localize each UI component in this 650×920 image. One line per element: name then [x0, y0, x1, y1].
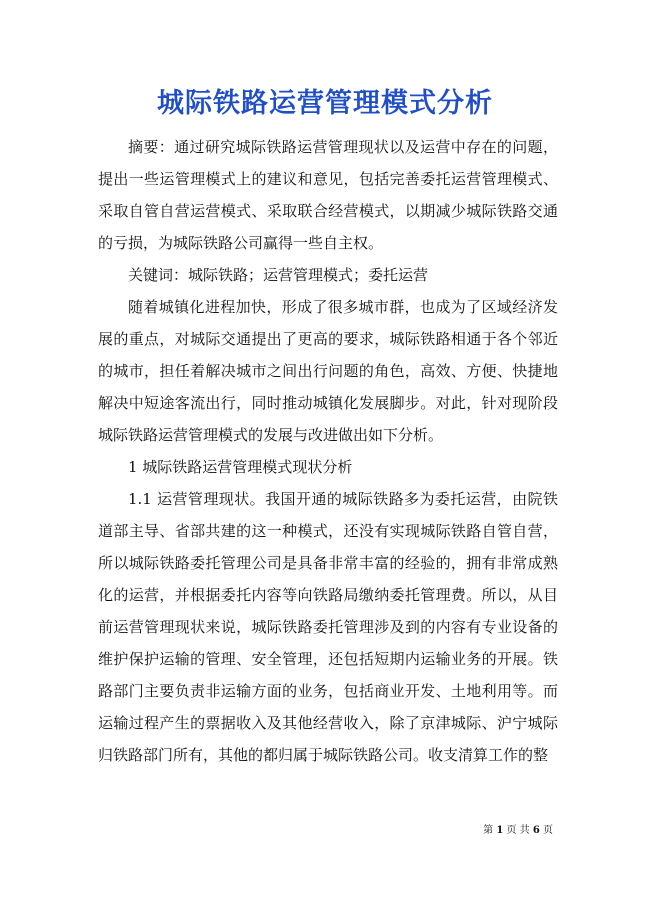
footer-total-pages: 6: [532, 825, 540, 836]
section-heading: 1 城际铁路运营管理模式现状分析: [128, 458, 353, 476]
section-1-1-paragraph: 1.1 运营管理现状。我国开通的城际铁路多为委托运营，由院铁道部主导、省部共建的这一种模式，还没有实现城际铁路自管自营，所以城际铁路委托管理公司是具备非常丰富的经验的，拥有非常成熟化的运营，并根据委托内容等向铁路局缴纳委托管理费。所以，从目前运营管理现状来说，城际铁路委托管理涉及到的内容有专业设备的维护保护运输的管理、安全管理，还包括短期内运输业务的开展。铁路部门主要负责非运输方面的业务，包括商业开发、土地利用等。而运输过程产生的票据收入及其他经营收入，除了京津城际、沪宁城际归铁路部门所有，其他的都归属于城际铁路公司。收支清算工作的整: [98, 490, 558, 764]
intro-paragraph: 随着城镇化进程加快，形成了很多城市群，也成为了区域经济发展的重点，对城际交通提出了更高的要求，城际铁路相通于各个邻近的城市，担任着解决城市之间出行问题的角色，高效、方便、快捷地解决中短途客流出行，同时推动城镇化发展脚步。对此，针对现阶段城际铁路运营管理模式的发展与改进做出如下分析。: [98, 298, 558, 444]
keywords-paragraph: 关键词：城际铁路；运营管理模式；委托运营: [128, 266, 429, 284]
document-title: 城际铁路运营管理模式分析: [157, 88, 493, 119]
footer-suffix: 页: [543, 825, 553, 836]
footer-prefix: 第: [483, 825, 494, 836]
footer-current-page: 1: [496, 825, 504, 836]
document-body: [98, 131, 558, 771]
page-number-footer: [483, 824, 553, 838]
abstract-paragraph: 摘要：通过研究城际铁路运营管理现状以及运营中存在的问题，提出一些运管理模式上的建议和意见，包括完善委托运营管理模式、采取自管自营运营模式、采取联合经营模式，以期减少城际铁路交通的亏损，为城际铁路公司赢得一些自主权。: [98, 138, 558, 252]
footer-middle: 页 共: [506, 825, 530, 836]
